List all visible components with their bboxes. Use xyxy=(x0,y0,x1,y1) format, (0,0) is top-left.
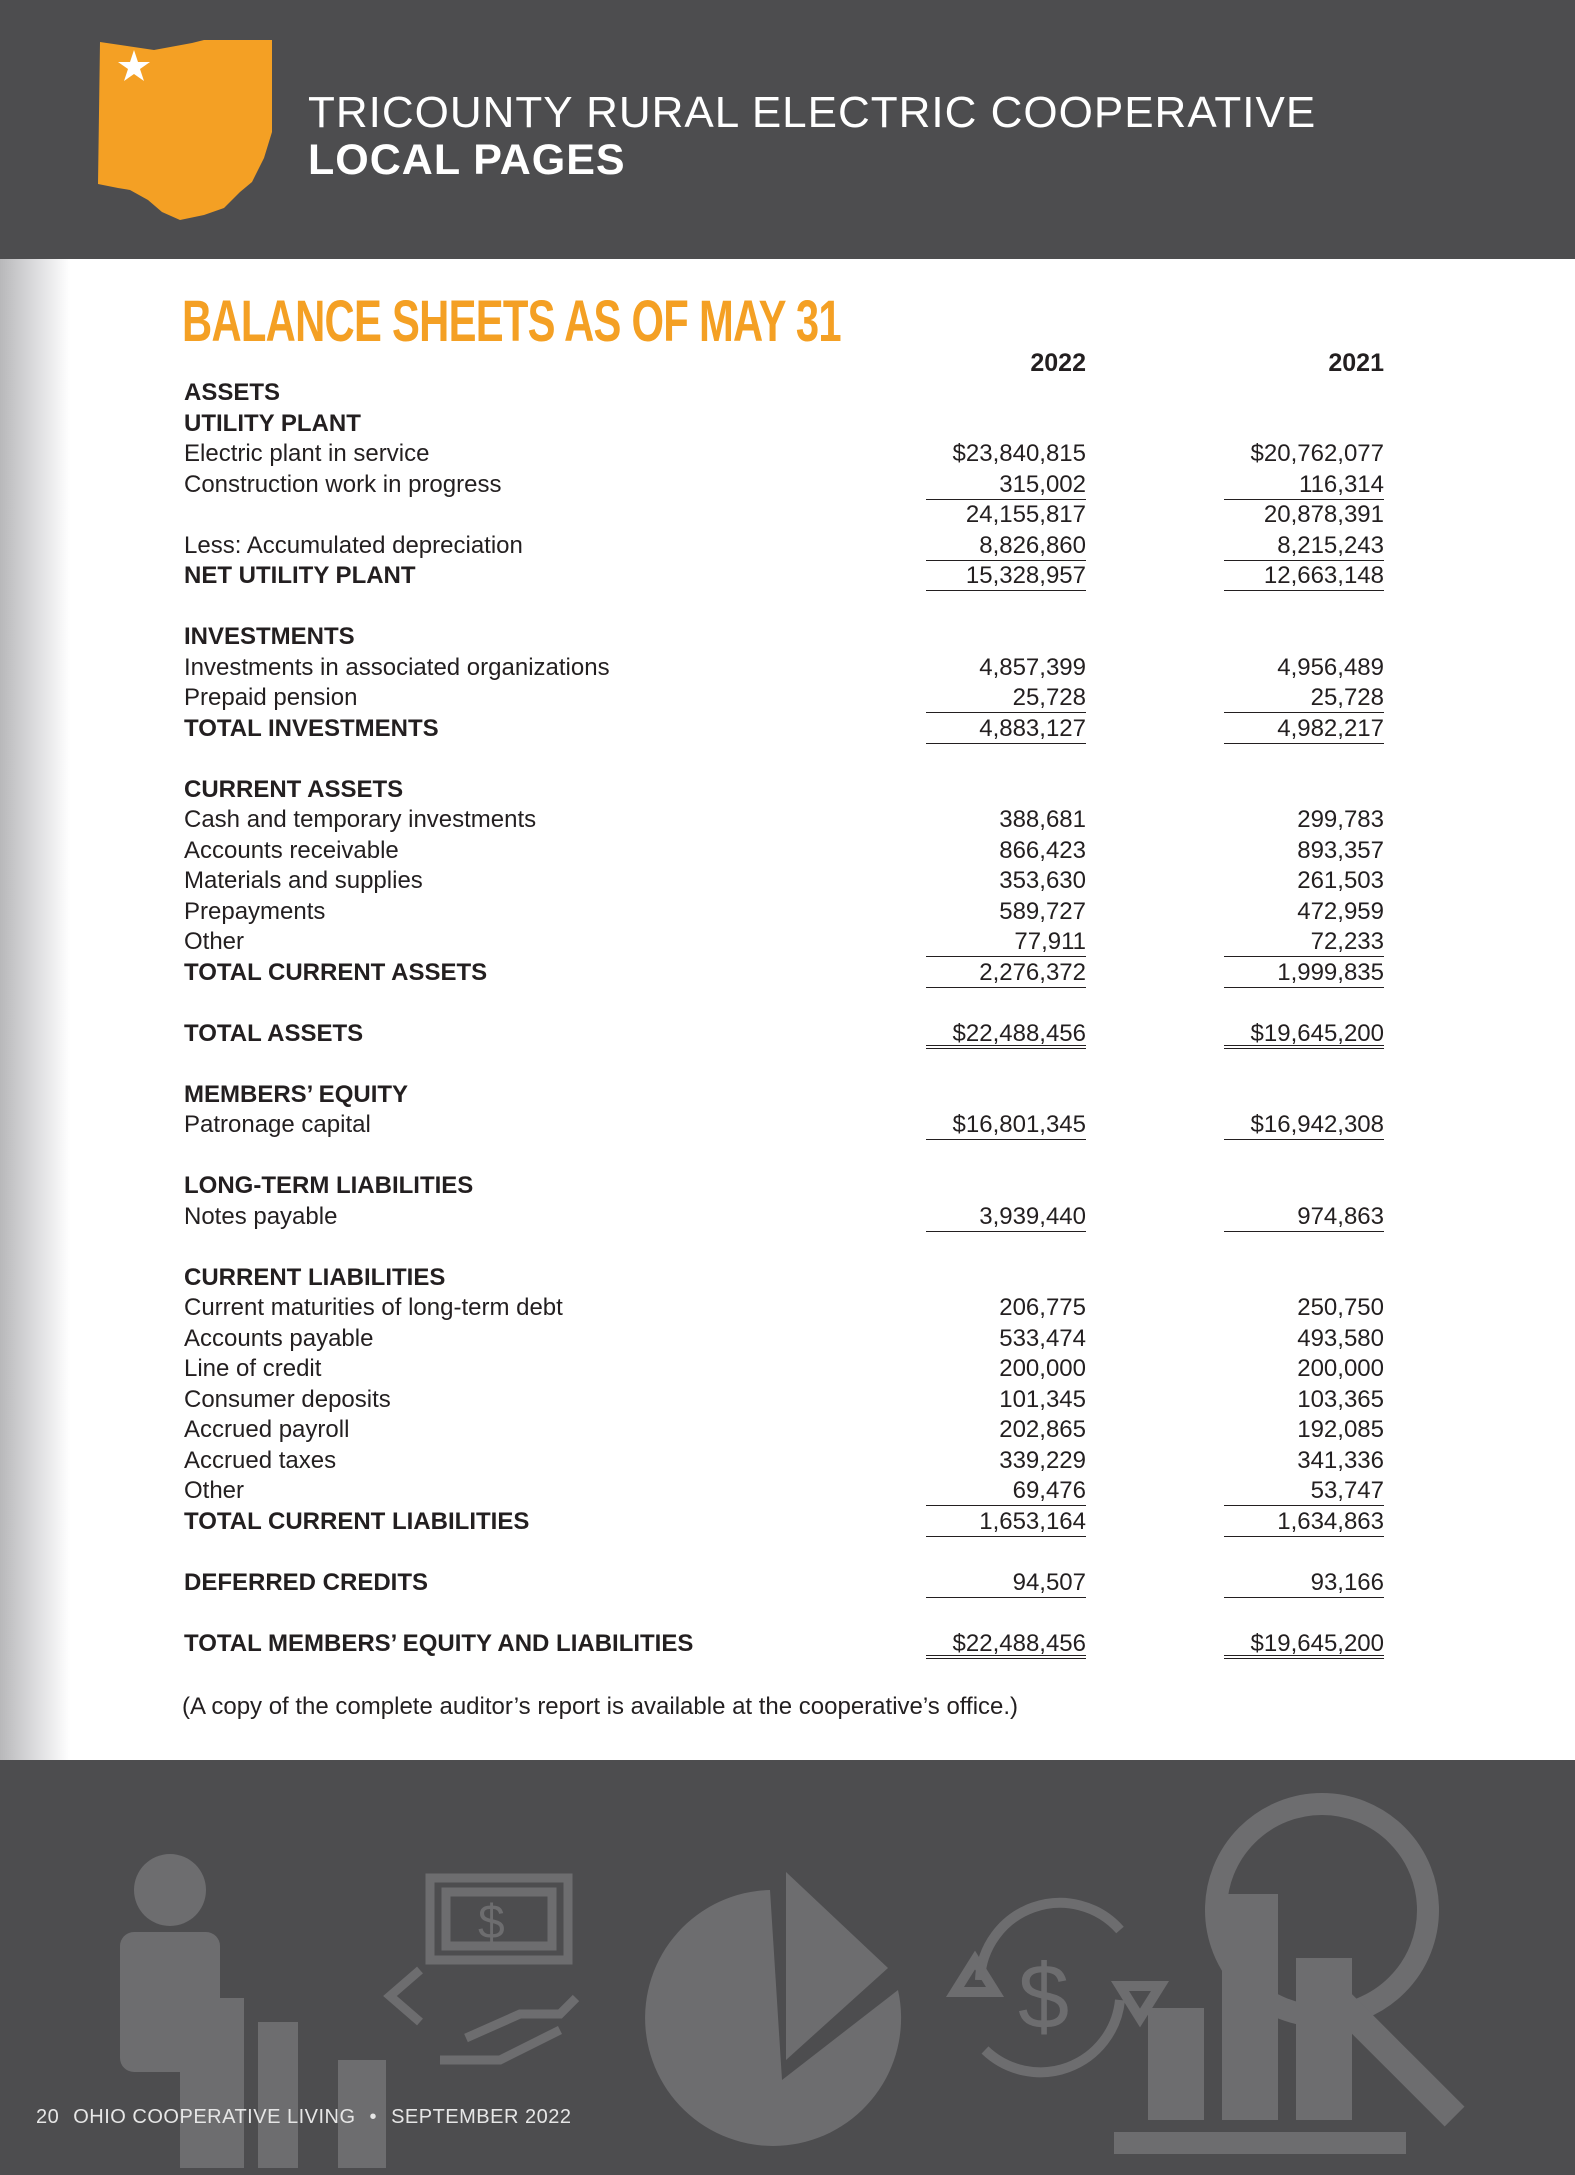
value-2022: 533,474 xyxy=(999,1324,1086,1352)
row-label: Materials and supplies xyxy=(184,867,423,894)
row-label: Accrued taxes xyxy=(184,1446,337,1474)
footnote: (A copy of the complete auditor’s report is available at the cooperative’s office.) xyxy=(182,1693,1019,1720)
value-2021: 200,000 xyxy=(1297,1355,1384,1382)
row-label: Line of credit xyxy=(184,1355,322,1382)
table-row xyxy=(0,1385,1575,1415)
table-row xyxy=(0,439,1575,469)
table-row xyxy=(0,1202,1575,1232)
value-2022: $22,488,456 xyxy=(926,1019,1086,1049)
value-2021: 493,580 xyxy=(1297,1324,1384,1352)
table-row xyxy=(0,1568,1575,1598)
dollar-cycle-icon xyxy=(955,1903,1160,2072)
folio-separator: • xyxy=(369,2106,378,2128)
table-row xyxy=(0,866,1575,896)
table-row xyxy=(0,1232,1575,1262)
value-2022: 866,423 xyxy=(999,836,1086,864)
table-row xyxy=(0,561,1575,591)
row-label: TOTAL INVESTMENTS xyxy=(184,714,439,742)
row-label: Cash and temporary investments xyxy=(184,806,537,833)
table-row xyxy=(0,409,1575,439)
value-2021: 72,233 xyxy=(1224,927,1384,957)
ohio-state-icon xyxy=(96,40,274,226)
table-row xyxy=(0,988,1575,1018)
table-row xyxy=(0,1293,1575,1323)
page-folio xyxy=(36,2106,585,2129)
row-label: Electric plant in service xyxy=(184,440,430,467)
page-title: BALANCE SHEETS AS OF MAY 31 xyxy=(182,289,841,354)
column-header-2021: 2021 xyxy=(1328,349,1384,377)
table-row xyxy=(0,470,1575,500)
table-row xyxy=(0,378,1575,408)
row-label: Less: Accumulated depreciation xyxy=(184,531,523,559)
value-2022: 202,865 xyxy=(999,1416,1086,1443)
value-2022: 339,229 xyxy=(999,1446,1086,1474)
header-title: TRICOUNTY RURAL ELECTRIC COOPERATIVE xyxy=(308,88,1317,137)
publication-name: OHIO COOPERATIVE LIVING xyxy=(73,2106,356,2128)
value-2021: $19,645,200 xyxy=(1224,1629,1384,1659)
row-label: NET UTILITY PLANT xyxy=(184,562,416,589)
table-row xyxy=(0,653,1575,683)
table-row xyxy=(0,1598,1575,1628)
svg-text:$: $ xyxy=(478,1896,505,1949)
value-2021: 250,750 xyxy=(1297,1294,1384,1321)
table-row xyxy=(0,1171,1575,1201)
table-row xyxy=(0,1354,1575,1384)
value-2022: 1,653,164 xyxy=(926,1507,1086,1537)
value-2022: 8,826,860 xyxy=(926,531,1086,561)
row-label: Current maturities of long-term debt xyxy=(184,1294,563,1321)
value-2022: 25,728 xyxy=(926,683,1086,713)
value-2021: 4,956,489 xyxy=(1277,653,1384,681)
row-label: Prepaid pension xyxy=(184,684,358,711)
row-label: Other xyxy=(184,928,245,955)
value-2022: 69,476 xyxy=(926,1476,1086,1506)
row-label: INVESTMENTS xyxy=(184,623,355,650)
table-row xyxy=(0,1019,1575,1049)
table-row xyxy=(0,1263,1575,1293)
value-2021: 20,878,391 xyxy=(1263,501,1384,528)
row-label: TOTAL CURRENT ASSETS xyxy=(184,958,488,986)
row-label: Accounts payable xyxy=(184,1324,374,1352)
value-2021: $19,645,200 xyxy=(1224,1019,1384,1049)
value-2021: 25,728 xyxy=(1224,683,1384,713)
value-2022: 315,002 xyxy=(926,470,1086,500)
value-2022: 353,630 xyxy=(999,867,1086,894)
table-row xyxy=(0,836,1575,866)
value-2021: $20,762,077 xyxy=(1250,440,1384,467)
value-2022: 4,857,399 xyxy=(979,653,1086,681)
value-2021: 472,959 xyxy=(1297,897,1384,925)
table-row xyxy=(0,1537,1575,1567)
svg-text:$: $ xyxy=(1018,1946,1070,2048)
table-row xyxy=(0,1324,1575,1354)
value-2021: 4,982,217 xyxy=(1224,714,1384,744)
value-2022: 3,939,440 xyxy=(926,1202,1086,1232)
table-row xyxy=(0,500,1575,530)
row-label: Construction work in progress xyxy=(184,470,502,498)
value-2022: 206,775 xyxy=(999,1294,1086,1321)
value-2021: 8,215,243 xyxy=(1224,531,1384,561)
row-label: ASSETS xyxy=(184,379,281,406)
value-2022: 4,883,127 xyxy=(926,714,1086,744)
table-row xyxy=(0,531,1575,561)
value-2021: $16,942,308 xyxy=(1224,1110,1384,1140)
table-row xyxy=(0,1080,1575,1110)
row-label: TOTAL CURRENT LIABILITIES xyxy=(184,1507,530,1535)
value-2021: 116,314 xyxy=(1224,470,1384,500)
row-label: CURRENT LIABILITIES xyxy=(184,1263,446,1291)
value-2022: 200,000 xyxy=(999,1355,1086,1382)
table-row xyxy=(0,1507,1575,1537)
row-label: TOTAL MEMBERS’ EQUITY AND LIABILITIES xyxy=(184,1629,694,1657)
table-row xyxy=(0,958,1575,988)
header-subtitle: LOCAL PAGES xyxy=(308,136,626,184)
table-row xyxy=(0,1476,1575,1506)
row-label: Accounts receivable xyxy=(184,836,399,864)
table-row xyxy=(0,897,1575,927)
table-row xyxy=(0,592,1575,622)
table-row xyxy=(0,775,1575,805)
row-label: Other xyxy=(184,1477,245,1504)
value-2021: 299,783 xyxy=(1297,806,1384,833)
page-number: 20 xyxy=(36,2106,60,2128)
value-2021: 974,863 xyxy=(1224,1202,1384,1232)
row-label: Patronage capital xyxy=(184,1111,371,1138)
value-2021: 341,336 xyxy=(1297,1446,1384,1474)
table-row xyxy=(0,1446,1575,1476)
value-2022: $22,488,456 xyxy=(926,1629,1086,1659)
table-row xyxy=(0,1110,1575,1140)
row-label: LONG-TERM LIABILITIES xyxy=(184,1172,474,1199)
value-2022: 94,507 xyxy=(926,1568,1086,1598)
row-label: Accrued payroll xyxy=(184,1416,350,1443)
value-2021: 261,503 xyxy=(1297,867,1384,894)
value-2022: 101,345 xyxy=(999,1385,1086,1413)
value-2021: 103,365 xyxy=(1297,1385,1384,1413)
value-2021: 192,085 xyxy=(1297,1416,1384,1443)
value-2022: 24,155,817 xyxy=(965,501,1086,528)
row-label: MEMBERS’ EQUITY xyxy=(184,1080,409,1108)
column-header-2022: 2022 xyxy=(1030,349,1086,377)
value-2021: 53,747 xyxy=(1224,1476,1384,1506)
money-hand-icon xyxy=(390,1878,576,2060)
table-row xyxy=(0,714,1575,744)
value-2022: 2,276,372 xyxy=(926,958,1086,988)
value-2022: 388,681 xyxy=(999,806,1086,833)
table-row xyxy=(0,805,1575,835)
table-row xyxy=(0,683,1575,713)
row-label: Prepayments xyxy=(184,897,326,925)
table-row xyxy=(0,927,1575,957)
value-2021: 12,663,148 xyxy=(1224,561,1384,591)
row-label: TOTAL ASSETS xyxy=(184,1019,364,1047)
table-row xyxy=(0,1415,1575,1445)
issue-date: SEPTEMBER 2022 xyxy=(391,2106,572,2128)
value-2021: 93,166 xyxy=(1224,1568,1384,1598)
value-2021: 1,634,863 xyxy=(1224,1507,1384,1537)
table-row xyxy=(0,622,1575,652)
row-label: Investments in associated organizations xyxy=(184,653,610,681)
value-2022: 15,328,957 xyxy=(926,561,1086,591)
value-2021: 893,357 xyxy=(1297,836,1384,864)
page-header xyxy=(0,0,1575,259)
row-label: CURRENT ASSETS xyxy=(184,775,404,803)
pie-chart-icon xyxy=(645,1872,901,2146)
table-row xyxy=(0,1141,1575,1171)
value-2022: 589,727 xyxy=(999,897,1086,925)
row-label: Notes payable xyxy=(184,1202,338,1230)
value-2021: 1,999,835 xyxy=(1224,958,1384,988)
row-label: DEFERRED CREDITS xyxy=(184,1568,429,1596)
value-2022: $16,801,345 xyxy=(926,1110,1086,1140)
value-2022: $23,840,815 xyxy=(952,440,1086,467)
row-label: Consumer deposits xyxy=(184,1385,391,1413)
magnifier-chart-icon xyxy=(1114,1804,1464,2154)
row-label: UTILITY PLANT xyxy=(184,409,361,437)
table-row xyxy=(0,1629,1575,1659)
table-row xyxy=(0,1049,1575,1079)
value-2022: 77,911 xyxy=(926,927,1086,957)
table-row xyxy=(0,744,1575,774)
